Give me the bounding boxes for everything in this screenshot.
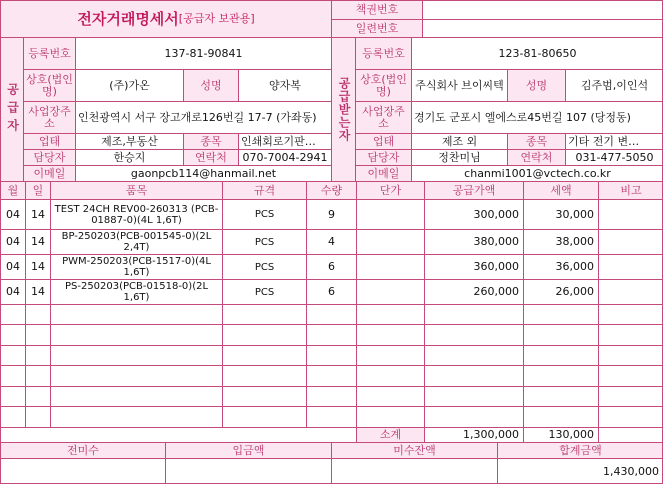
row3-supply: 360,000 bbox=[424, 254, 523, 279]
row1-spec: PCS bbox=[222, 199, 306, 229]
row4-tax: 26,000 bbox=[523, 279, 598, 304]
row2-supply: 380,000 bbox=[424, 229, 523, 254]
row4-day: 14 bbox=[25, 279, 50, 304]
subtotal-note bbox=[598, 427, 663, 442]
row1-day: 14 bbox=[25, 199, 50, 229]
row4-qty: 6 bbox=[306, 279, 356, 304]
receiver-person: 정찬미님 bbox=[411, 149, 507, 165]
row4-item: PS-250203(PCB-01518-0)(2L 1,6T) bbox=[50, 279, 222, 304]
row3-tax: 36,000 bbox=[523, 254, 598, 279]
received-label: 입금액 bbox=[165, 442, 331, 458]
row3-day: 14 bbox=[25, 254, 50, 279]
receiver-side-label: 공급받는자 bbox=[331, 37, 355, 181]
subtotal-label: 소계 bbox=[356, 427, 424, 442]
row1-note bbox=[598, 199, 663, 229]
row2-day: 14 bbox=[25, 229, 50, 254]
subtotal-blank bbox=[0, 427, 356, 442]
supplier-addr: 인천광역시 서구 장고개로126번길 17-7 (가좌동) bbox=[75, 101, 331, 133]
receiver-type-label: 업태 bbox=[355, 133, 411, 149]
supplier-person: 한승지 bbox=[75, 149, 183, 165]
col-header-item: 품목 bbox=[50, 181, 222, 199]
row2-price bbox=[356, 229, 424, 254]
supplier-tel-label: 연락처 bbox=[183, 149, 238, 165]
receiver-reg-no: 123-81-80650 bbox=[411, 37, 663, 69]
supplier-type-label: 업태 bbox=[23, 133, 75, 149]
col-header-supply: 공급가액 bbox=[424, 181, 523, 199]
row4-spec: PCS bbox=[222, 279, 306, 304]
col-header-price: 단가 bbox=[356, 181, 424, 199]
row2-tax: 38,000 bbox=[523, 229, 598, 254]
col-header-spec: 규격 bbox=[222, 181, 306, 199]
receiver-addr: 경기도 군포시 엘에스로45번길 107 (당정동) bbox=[411, 101, 663, 133]
row4-month: 04 bbox=[0, 279, 25, 304]
receiver-name-label: 상호(법인명) bbox=[355, 69, 411, 101]
empty-rows-area bbox=[0, 304, 663, 427]
row-divider bbox=[0, 365, 663, 366]
row-divider bbox=[0, 406, 663, 407]
col-header-month: 월 bbox=[0, 181, 25, 199]
serial-number-label: 일련번호 bbox=[331, 19, 422, 37]
row-divider bbox=[0, 386, 663, 387]
supplier-tel: 070-7004-2941 bbox=[238, 149, 331, 165]
receiver-email: chanmi1001@vctech.co.kr bbox=[411, 165, 663, 181]
row2-note bbox=[598, 229, 663, 254]
supplier-name-label: 상호(법인명) bbox=[23, 69, 75, 101]
document-subtitle: [공급자 보관용] bbox=[178, 12, 255, 25]
supplier-reg-no: 137-81-90841 bbox=[75, 37, 331, 69]
row1-qty: 9 bbox=[306, 199, 356, 229]
supplier-type: 제조,부동산 bbox=[75, 133, 183, 149]
receiver-name: 주식회사 브이씨텍 bbox=[411, 69, 507, 101]
received-value bbox=[165, 458, 331, 484]
supplier-person-label: 담당자 bbox=[23, 149, 75, 165]
row3-price bbox=[356, 254, 424, 279]
supplier-rep-label: 성명 bbox=[183, 69, 238, 101]
supplier-item: 인쇄회로기판… bbox=[238, 133, 331, 149]
receiver-rep-label: 성명 bbox=[507, 69, 565, 101]
receiver-item-label: 종목 bbox=[507, 133, 565, 149]
row3-note bbox=[598, 254, 663, 279]
row3-item: PWM-250203(PCB-1517-0)(4L 1,6T) bbox=[50, 254, 222, 279]
col-header-qty: 수량 bbox=[306, 181, 356, 199]
unpaid-label: 미수잔액 bbox=[331, 442, 497, 458]
subtotal-tax: 130,000 bbox=[523, 427, 598, 442]
col-header-note: 비고 bbox=[598, 181, 663, 199]
title-cell bbox=[0, 0, 331, 37]
col-header-tax: 세액 bbox=[523, 181, 598, 199]
document-title: 전자거래명세서 bbox=[77, 10, 179, 28]
col-header-day: 일 bbox=[25, 181, 50, 199]
row2-month: 04 bbox=[0, 229, 25, 254]
supplier-email-label: 이메일 bbox=[23, 165, 75, 181]
book-number-value bbox=[422, 0, 663, 19]
row4-supply: 260,000 bbox=[424, 279, 523, 304]
serial-number-value bbox=[422, 19, 663, 37]
row3-qty: 6 bbox=[306, 254, 356, 279]
supplier-reg-label: 등록번호 bbox=[23, 37, 75, 69]
row-divider bbox=[0, 345, 663, 346]
row1-supply: 300,000 bbox=[424, 199, 523, 229]
row1-item: TEST 24CH REV00-260313 (PCB-01887-0)(4L 1,6T) bbox=[50, 199, 222, 229]
receiver-addr-label: 사업장주소 bbox=[355, 101, 411, 133]
row4-note bbox=[598, 279, 663, 304]
receiver-tel-label: 연락처 bbox=[507, 149, 565, 165]
receiver-item: 기타 전기 변… bbox=[565, 133, 663, 149]
supplier-item-label: 종목 bbox=[183, 133, 238, 149]
subtotal-supply: 1,300,000 bbox=[424, 427, 523, 442]
supplier-rep: 양자복 bbox=[238, 69, 331, 101]
row-divider bbox=[0, 324, 663, 325]
total-value: 1,430,000 bbox=[497, 458, 663, 484]
row3-month: 04 bbox=[0, 254, 25, 279]
row4-price bbox=[356, 279, 424, 304]
prev-balance-label: 전미수 bbox=[0, 442, 165, 458]
book-number-label: 책권번호 bbox=[331, 0, 422, 19]
supplier-addr-label: 사업장주소 bbox=[23, 101, 75, 133]
row2-item: BP-250203(PCB-001545-0)(2L 2,4T) bbox=[50, 229, 222, 254]
row1-tax: 30,000 bbox=[523, 199, 598, 229]
prev-balance-value bbox=[0, 458, 165, 484]
total-label: 합계금액 bbox=[497, 442, 663, 458]
row1-price bbox=[356, 199, 424, 229]
receiver-email-label: 이메일 bbox=[355, 165, 411, 181]
receiver-type: 제조 외 bbox=[411, 133, 507, 149]
unpaid-value bbox=[331, 458, 497, 484]
row2-qty: 4 bbox=[306, 229, 356, 254]
supplier-side-label: 공급자 bbox=[0, 37, 23, 181]
receiver-rep: 김주범,이인석 bbox=[565, 69, 663, 101]
receiver-tel: 031-477-5050 bbox=[565, 149, 663, 165]
supplier-email: gaonpcb114@hanmail.net bbox=[75, 165, 331, 181]
supplier-name: (주)가온 bbox=[75, 69, 183, 101]
row1-month: 04 bbox=[0, 199, 25, 229]
row3-spec: PCS bbox=[222, 254, 306, 279]
row2-spec: PCS bbox=[222, 229, 306, 254]
receiver-person-label: 담당자 bbox=[355, 149, 411, 165]
receiver-reg-label: 등록번호 bbox=[355, 37, 411, 69]
